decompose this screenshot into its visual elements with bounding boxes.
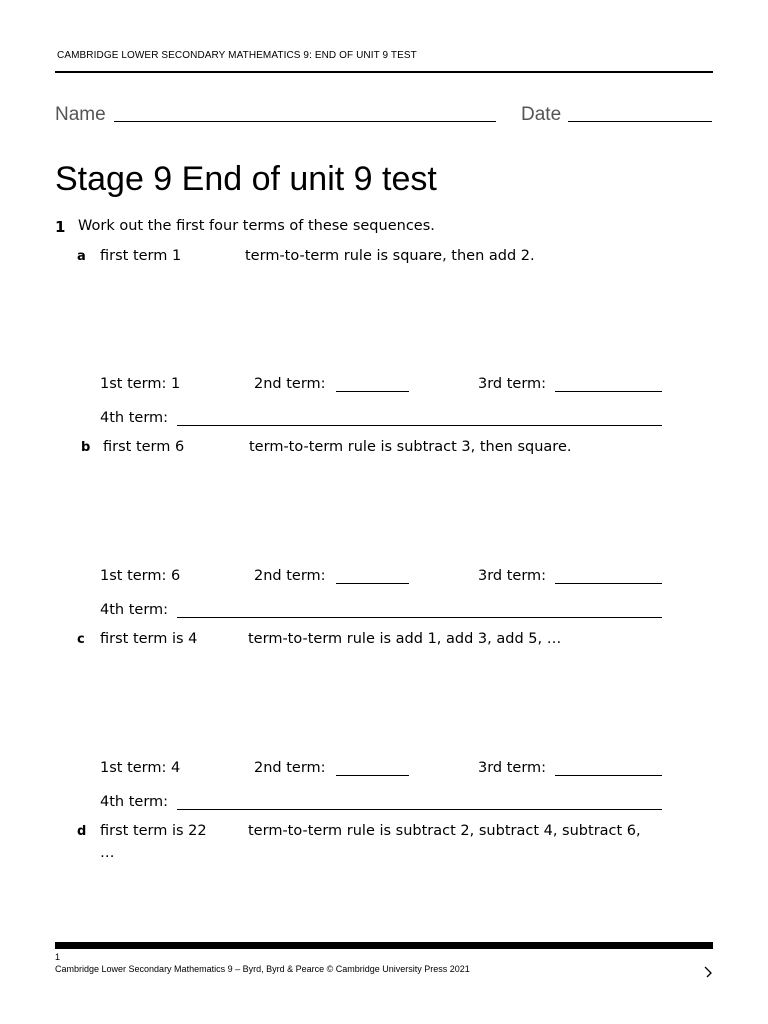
part-a-term4-label: 4th term: [100,410,169,426]
footer-bar [55,942,713,949]
part-b-term3-label: 3rd term: [478,568,547,584]
part-c-letter: c [77,632,85,647]
next-page-chevron-icon [702,964,714,978]
part-b-rule: term-to-term rule is subtract 3, then square. [249,439,572,455]
question-prompt: Work out the first four terms of these sequences. [78,218,435,234]
part-c-term3-answer[interactable] [555,775,662,776]
part-a-term2-answer[interactable] [336,391,409,392]
question-number: 1 [55,218,66,236]
part-a-first-term: first term 1 [100,248,182,264]
part-a-term3-label: 3rd term: [478,376,547,392]
name-field[interactable] [114,121,496,122]
part-a-term2-label: 2nd term: [254,376,326,392]
part-d-rule: term-to-term rule is subtract 2, subtract 4, subtract 6, [248,823,641,839]
part-a-letter: a [77,249,86,264]
part-c-term4-answer[interactable] [177,809,662,810]
page-title: Stage 9 End of unit 9 test [55,160,437,198]
part-c-term2-answer[interactable] [336,775,409,776]
footer-copyright: Cambridge Lower Secondary Mathematics 9 – Byrd, Byrd & Pearce © Cambridge University Press 2021 [55,964,470,974]
part-b-term4-label: 4th term: [100,602,169,618]
part-c-term2-label: 2nd term: [254,760,326,776]
part-c-term4-label: 4th term: [100,794,169,810]
part-a-rule: term-to-term rule is square, then add 2. [245,248,535,264]
part-d-first-term: first term is 22 [100,823,207,839]
name-label: Name [55,104,106,125]
part-b-term2-label: 2nd term: [254,568,326,584]
part-c-first-term: first term is 4 [100,631,198,647]
part-a-term1: 1st term: 1 [100,376,181,392]
header-rule [55,71,713,73]
part-d-letter: d [77,824,87,839]
part-a-term4-answer[interactable] [177,425,662,426]
part-b-letter: b [81,440,91,455]
part-d-rule-continuation: … [100,845,115,861]
part-a-term3-answer[interactable] [555,391,662,392]
part-b-term4-answer[interactable] [177,617,662,618]
part-c-term3-label: 3rd term: [478,760,547,776]
part-c-term1: 1st term: 4 [100,760,181,776]
page-number: 1 [55,952,61,962]
part-b-first-term: first term 6 [103,439,185,455]
part-c-rule: term-to-term rule is add 1, add 3, add 5, … [248,631,562,647]
part-b-term2-answer[interactable] [336,583,409,584]
date-label: Date [521,104,562,125]
part-b-term1: 1st term: 6 [100,568,181,584]
part-b-term3-answer[interactable] [555,583,662,584]
date-field[interactable] [568,121,712,122]
running-header: CAMBRIDGE LOWER SECONDARY MATHEMATICS 9: END OF UNIT 9 TEST [57,50,417,61]
